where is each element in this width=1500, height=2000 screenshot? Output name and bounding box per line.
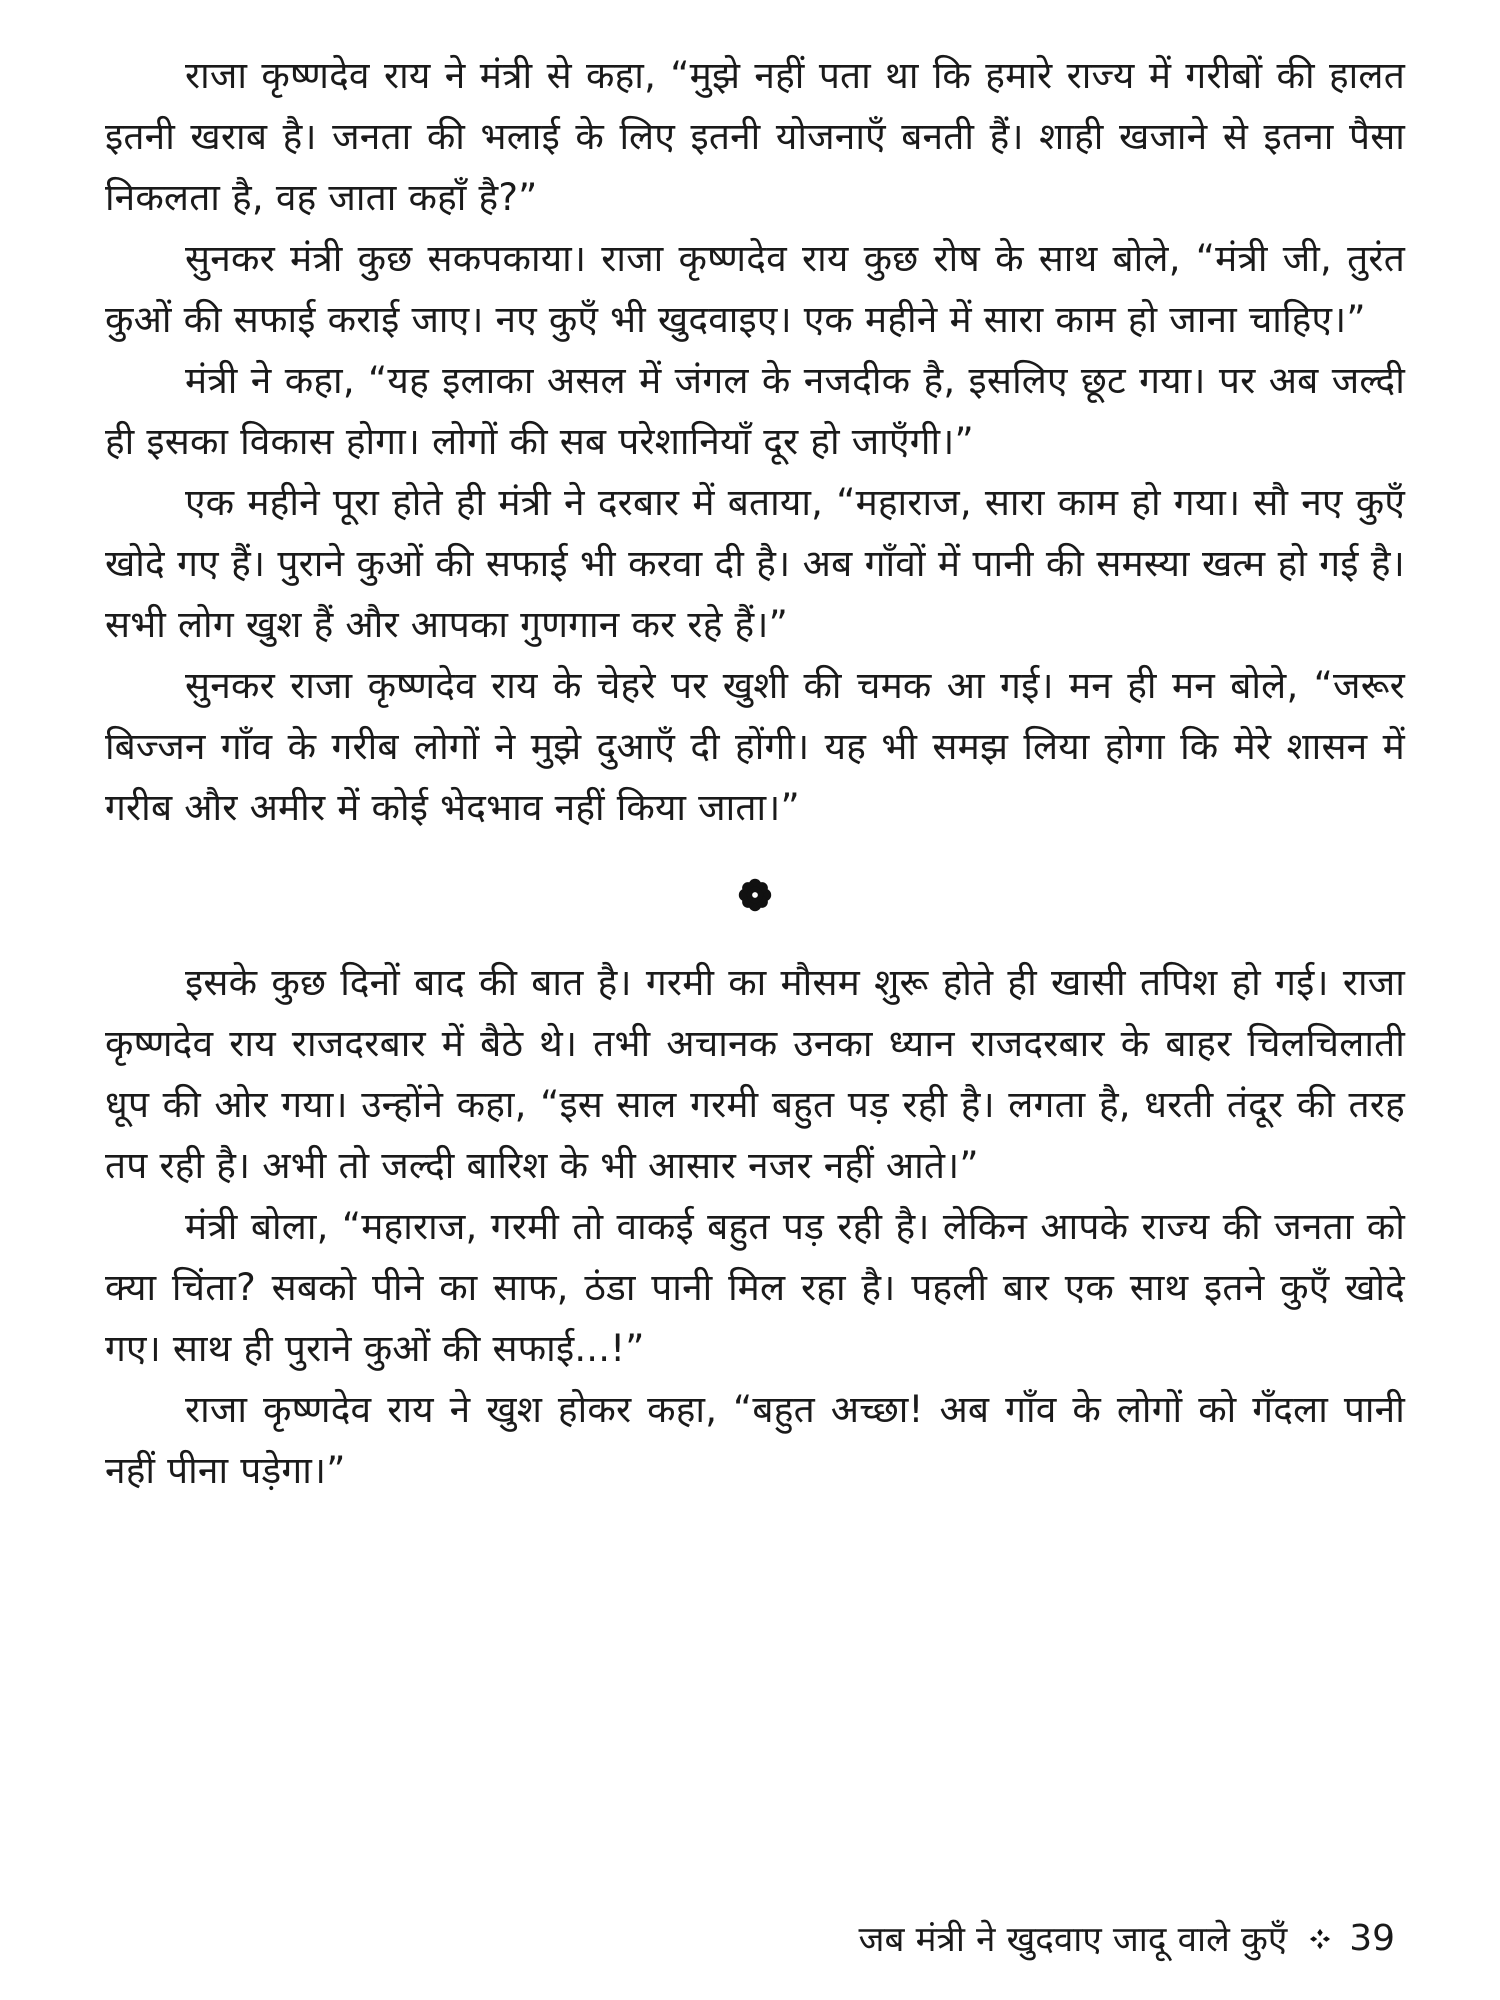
- section-2: [105, 952, 1405, 1501]
- chapter-title: जब मंत्री ने खुदवाए जादू वाले कुएँ: [858, 1920, 1288, 1960]
- paragraph: मंत्री ने कहा, “यह इलाका असल में जंगल के नजदीक है, इसलिए छूट गया। पर अब जल्दी ही इसका विकास होगा। लोगों की सब परेशानियाँ दूर हो जाएँगी।”: [105, 359, 1405, 463]
- paragraph: मंत्री बोला, “महाराज, गरमी तो वाकई बहुत पड़ रही है। लेकिन आपके राज्य की जनता को क्या चिंता? सबको पीने का साफ, ठंडा पानी मिल रहा है। पहली बार एक साथ इतने कुएँ खोदे गए। साथ ही पुराने कुओं की सफाई...!”: [105, 1205, 1405, 1370]
- paragraph: सुनकर मंत्री कुछ सकपकाया। राजा कृष्णदेव राय कुछ रोष के साथ बोले, “मंत्री जी, तुरंत कुओं की सफाई कराई जाए। नए कुएँ भी खुदवाइए। एक महीने में सारा काम हो जाना चाहिए।”: [105, 237, 1405, 341]
- paragraph: राजा कृष्णदेव राय ने खुश होकर कहा, “बहुत अच्छा! अब गाँव के लोगों को गँदला पानी नहीं पीना पड़ेगा।”: [105, 1388, 1405, 1492]
- page-footer: [859, 1915, 1395, 1962]
- section-separator: [105, 850, 1405, 940]
- flower-icon: [737, 877, 773, 913]
- page-number: 39: [1349, 1918, 1395, 1959]
- section-1: [105, 45, 1405, 838]
- paragraph: राजा कृष्णदेव राय ने मंत्री से कहा, “मुझे नहीं पता था कि हमारे राज्य में गरीबों की हालत इतनी खराब है। जनता की भलाई के लिए इतनी योजनाएँ बनती हैं। शाही खजाने से इतना पैसा निकलता है, वह जाता कहाँ है?”: [105, 54, 1405, 219]
- paragraph: एक महीने पूरा होते ही मंत्री ने दरबार में बताया, “महाराज, सारा काम हो गया। सौ नए कुएँ खोदे गए हैं। पुराने कुओं की सफाई भी करवा दी है। अब गाँवों में पानी की समस्या खत्म हो गई है। सभी लोग खुश हैं और आपका गुणगान कर रहे हैं।”: [105, 481, 1405, 646]
- diamond-icon: [1309, 1928, 1331, 1950]
- book-page: [105, 45, 1405, 1955]
- paragraph: सुनकर राजा कृष्णदेव राय के चेहरे पर खुशी की चमक आ गई। मन ही मन बोले, “जरूर बिज्जन गाँव के गरीब लोगों ने मुझे दुआएँ दी होंगी। यह भी समझ लिया होगा कि मेरे शासन में गरीब और अमीर में कोई भेदभाव नहीं किया जाता।”: [105, 664, 1405, 829]
- paragraph: इसके कुछ दिनों बाद की बात है। गरमी का मौसम शुरू होते ही खासी तपिश हो गई। राजा कृष्णदेव राय राजदरबार में बैठे थे। तभी अचानक उनका ध्यान राजदरबार के बाहर चिलचिलाती धूप की ओर गया। उन्होंने कहा, “इस साल गरमी बहुत पड़ रही है। लगता है, धरती तंदूर की तरह तप रही है। अभी तो जल्दी बारिश के भी आसार नजर नहीं आते।”: [105, 961, 1405, 1187]
